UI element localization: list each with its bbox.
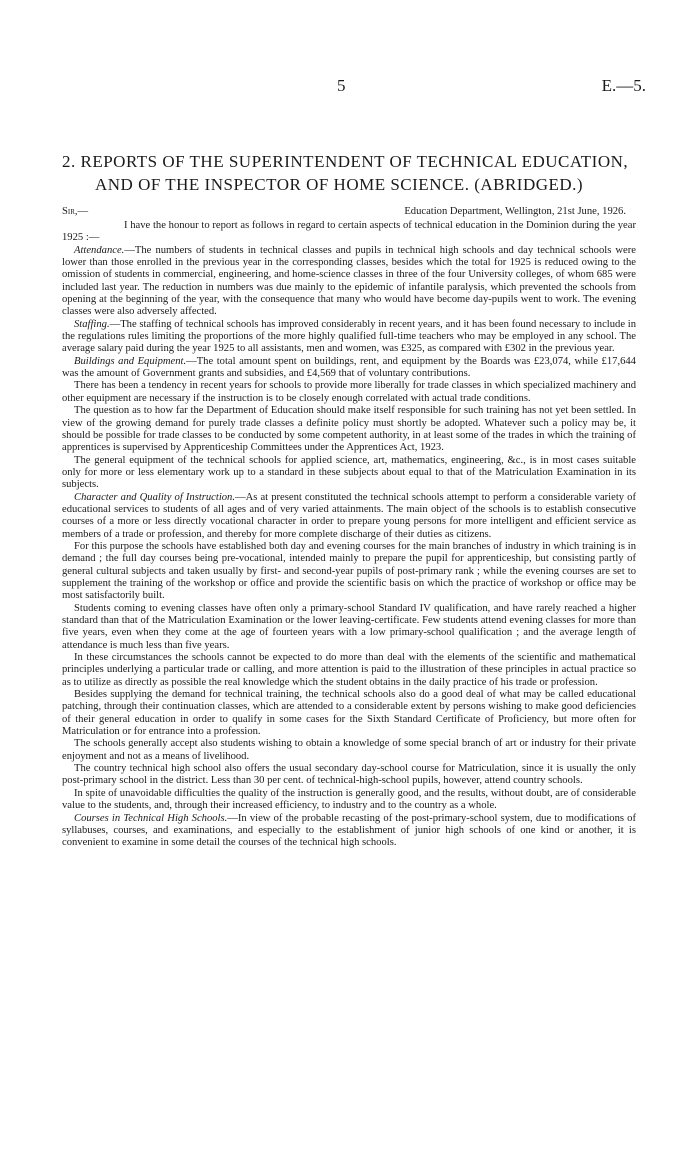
section-title-line-1: 2. REPORTS OF THE SUPERINTENDENT OF TECHNICAL EDUCATION,: [62, 152, 629, 171]
paragraph: Character and Quality of Instruction.—As at present constituted the technical schools attempt to perform a considerable variety of educational services to students of all ages and of very varied attainments. The main object of the schools is to establish consecutive courses of a more or less directly vocational character in order to prepare young persons for more intelligent and efficient service as members of a trade or profession, and thereby for more complete discharge of their duties as citizens.: [62, 491, 636, 540]
paragraph: The schools generally accept also students wishing to obtain a knowledge of some special branch of art or industry for their private enjoyment and not as a means of livelihood.: [62, 738, 636, 762]
paragraph: Buildings and Equipment.—The total amount spent on buildings, rent, and equipment by the Boards was £23,074, while £17,644 was the amount of Government grants and subsidies, and £4,569 that of voluntary contributions.: [62, 355, 636, 380]
paragraph: Courses in Technical High Schools.—In view of the probable recasting of the post-primary-school system, due to modifications of syllabuses, courses, and examinations, and especially to the establishment of junior high schools of one kind or another, it is convenient to examine in some detail the courses of the technical high schools.: [62, 812, 636, 849]
paragraph: The question as to how far the Department of Education should make itself responsible for such training has not yet been settled. In view of the growing demand for purely trade classes a definite policy must shortly be adopted. Whatever such a policy may be, it should be possible for trade classes to be conducted by some competent authority, in at least some of the trades in which the training of apprentices is supervised by Apprenticeship Committees under the Apprentices Act, 1923.: [62, 405, 636, 454]
paragraph: I have the honour to report as follows in regard to certain aspects of technical education in the Dominion during the year 1925 :—: [62, 220, 636, 244]
section-title-line-2: AND OF THE INSPECTOR OF HOME SCIENCE. (ABRIDGED.): [95, 175, 584, 194]
paragraph: Attendance.—The numbers of students in technical classes and pupils in technical high schools and day technical schools were lower than those enrolled in the previous year in the corresponding classes, besides which the total for 1925 is reduced owing to the omission of students in commercial, engineering, and home-science classes in three of the four University colleges, of whom 685 were included last year. The reduction in numbers was due mainly to the epidemic of infantile paralysis, which prevented the schools from opening at the beginning of the year, with the consequence that many who would have become day-pupils went to work. The evening classes were also adversely affected.: [62, 244, 636, 318]
paragraph: Besides supplying the demand for technical training, the technical schools also do a good deal of what may be called educational patching, through their continuation classes, which are attended to a considerable extent by persons wishing to make good deficiencies of their general education in order to qualify in some cases for the Sixth Standard Certificate of Proficiency, but more often for Matriculation or for entrance into a profession.: [62, 689, 636, 738]
letter-body: [62, 206, 636, 850]
paragraph-heading: Character and Quality of Instruction.: [74, 491, 236, 503]
paragraph: For this purpose the schools have established both day and evening courses for the main branches of industry in which training is in demand ; the full day courses being pre-vocational, intended mainly to prepare the pupil for apprenticeship, but consisting partly of general cultural subjects and taken usually by first- and second-year pupils of post-primary rank ; while the evening courses are set to supplement the training of the workshop or office and provide the scientific basis on which the practice of workshop or office may be most satisfactorily built.: [62, 540, 636, 602]
paragraph: There has been a tendency in recent years for schools to provide more liberally for trade classes in which specialized machinery and other equipment are necessary if the instruction is to be closely enough correlated with actual trade conditions.: [62, 380, 636, 404]
paragraph: Staffing.—The staffing of technical schools has improved considerably in recent years, and it has been found necessary to include in the regulations rules limiting the proportions of the more highly qualified full-time teachers who may be employed in any school. The average salary paid during the year 1925 to all assistants, men and women, was £325, as compared with £302 in the previous year.: [62, 318, 636, 355]
paragraph-heading: Attendance.: [74, 244, 125, 256]
paragraph: The general equipment of the technical schools for applied science, art, mathematics, engineering, &c., is in most cases suitable only for more or less elementary work up to a standard in these subjects about equal to that of the Matriculation Examination in its subjects.: [62, 454, 636, 491]
dateline: Education Department, Wellington, 21st June, 1926.: [404, 206, 626, 217]
paragraph: The country technical high school also offers the usual secondary day-school course for Matriculation, since it is usually the only post-primary school in the district. Less than 30 per cent. of technical-high-school pupils, however, attend country schools.: [62, 763, 636, 787]
section-title: [62, 150, 648, 196]
page-header: [0, 76, 700, 100]
paragraph-heading: Courses in Technical High Schools.: [74, 812, 228, 824]
document-code: E.—5.: [601, 76, 646, 95]
page-number: 5: [337, 76, 346, 95]
paragraph-heading: Staffing.: [74, 318, 110, 330]
salutation: Sir,—: [62, 206, 89, 217]
paragraph: In these circumstances the schools cannot be expected to do more than deal with the elements of the scientific and mathematical principles underlying a particular trade or calling, and more attention is paid to the illustration of these principles in actual practice so as to utilize as directly as possible the real knowledge which the student obtains in the daily practice of his trade or profession.: [62, 652, 636, 688]
salutation-row: [62, 206, 636, 220]
paragraph-heading: Buildings and Equipment.: [74, 355, 187, 367]
paragraph: Students coming to evening classes have often only a primary-school Standard IV qualification, and have rarely reached a higher standard than that of the Matriculation Examination or the lower leaving-certificate. Few students attend evening classes for more than five years, even when they come at the age of fourteen years with a low primary-school qualification ; and the average length of attendance is much less than five years.: [62, 602, 636, 651]
paragraph: In spite of unavoidable difficulties the quality of the instruction is generally good, and the results, without doubt, are of considerable value to the students, and, through their increased efficiency, to industry and to the country as a whole.: [62, 787, 636, 812]
